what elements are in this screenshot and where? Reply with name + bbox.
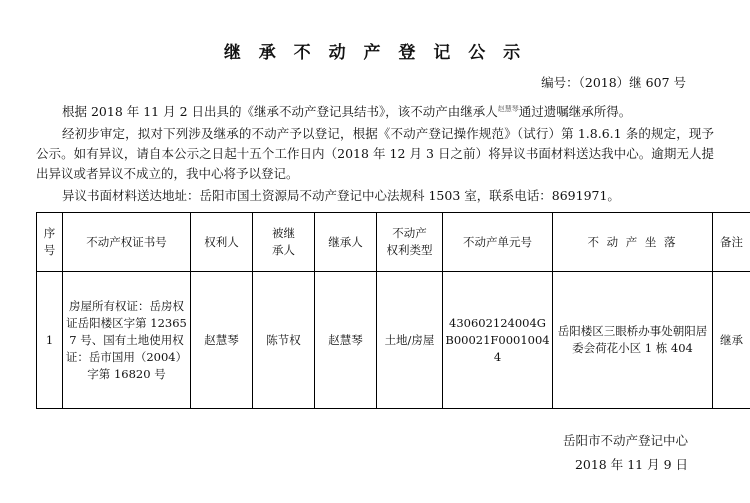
cell-decedent: 陈节权: [253, 272, 315, 409]
header-decedent-line1: 被继: [272, 226, 295, 241]
table-row: [37, 272, 750, 409]
header-property-type: [377, 213, 443, 272]
header-location: 不 动 产 坐 落: [553, 213, 713, 272]
header-property-type-line2: 权利类型: [386, 243, 433, 258]
document-number: 编号：（2018）继 607 号: [541, 75, 686, 90]
header-certificate: 不动产权证书号: [63, 213, 191, 272]
paragraph-1-main: 根据 2018 年 11 月 2 日出具的《继承不动产登记具结书》，该不动产由继承人: [62, 104, 498, 120]
cell-seq: 1: [37, 272, 63, 409]
issuing-authority: 岳阳市不动产登记中心: [562, 433, 688, 449]
cell-heir: 赵慧琴: [315, 272, 377, 409]
cell-property-type: 土地/房屋: [377, 272, 443, 409]
paragraph-2: 经初步审定，拟对下列涉及继承的不动产予以登记，根据《不动产登记操作规范》（试行）第 1.8.6.1 条的规定，现予公示。如有异议，请自本公示之日起十五个工作日内（2018 年 12 月 3 日之前）将异议书面材料送达我中心。逾期无人提出异议或者异议不成立的，我中心将予以登记。: [36, 126, 714, 182]
header-heir: 继承人: [315, 213, 377, 272]
header-seq: [37, 213, 63, 272]
header-seq-line1: 序: [43, 226, 56, 241]
paragraph-1: [36, 99, 714, 122]
header-decedent-line2: 承人: [272, 243, 295, 258]
cell-unit-number: 430602124004GB00021F00010044: [443, 272, 553, 409]
document-footer: [36, 429, 714, 477]
issue-date: 2018 年 11 月 9 日: [574, 457, 688, 473]
header-remark: 备注: [713, 213, 750, 272]
header-unit-number: 不动产单元号: [443, 213, 553, 272]
paragraph-1-annotation: 赵慧琴: [497, 105, 519, 113]
header-property-type-line1: 不动产: [392, 226, 427, 241]
cell-certificate: 房屋所有权证：岳房权证岳阳楼区字第 123657 号、国有土地使用权证：岳市国用（2004）字第 16820 号: [63, 272, 191, 409]
cell-owner: 赵慧琴: [191, 272, 253, 409]
objection-address-line: 异议书面材料送达地址：岳阳市国土资源局不动产登记中心法规科 1503 室，联系电话：8691971。: [62, 188, 620, 204]
table-header-row: [37, 213, 750, 272]
cell-remark: 继承: [713, 272, 750, 409]
inheritance-table: [36, 212, 750, 409]
header-seq-line2: 号: [43, 243, 56, 258]
page-title: 继 承 不 动 产 登 记 公 示: [223, 43, 527, 63]
paragraph-1-tail: 通过遗嘱继承所得。: [518, 104, 632, 120]
cell-location: 岳阳楼区三眼桥办事处朝阳居委会荷花小区 1 栋 404: [553, 272, 713, 409]
header-decedent: [253, 213, 315, 272]
header-owner: 权利人: [191, 213, 253, 272]
